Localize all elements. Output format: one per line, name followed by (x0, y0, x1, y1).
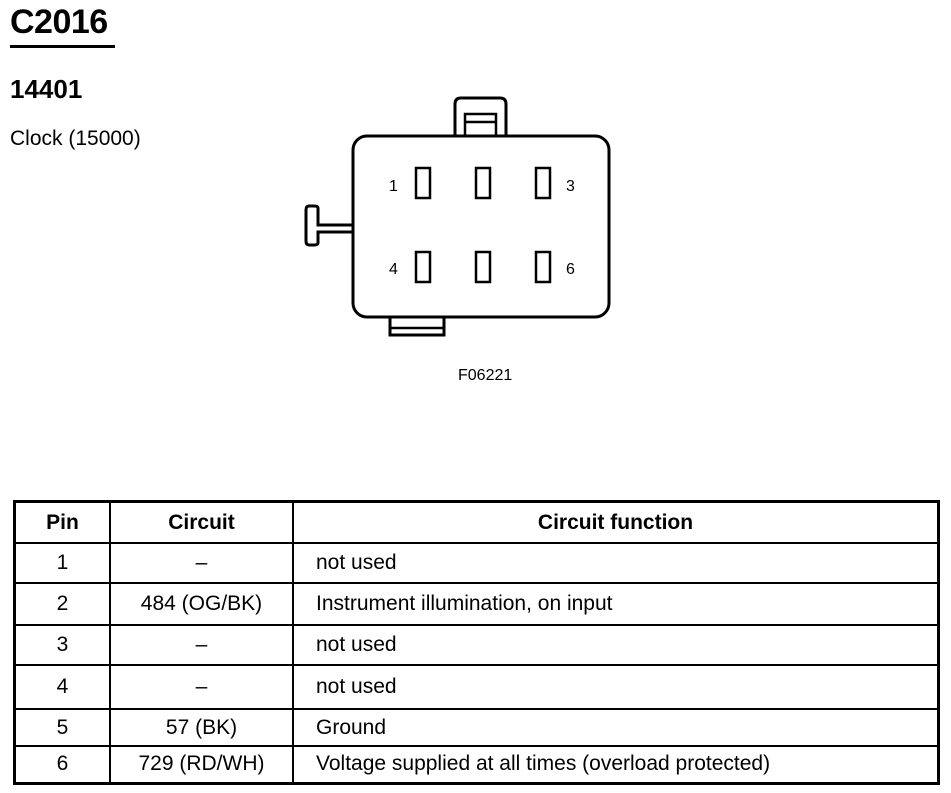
terminal-6 (536, 252, 550, 282)
cell-pin: 4 (15, 665, 111, 709)
cell-circuit: 57 (BK) (110, 709, 293, 746)
terminal-1 (416, 168, 430, 198)
cell-pin: 1 (15, 543, 111, 583)
terminal-2 (476, 168, 490, 198)
cell-circuit: – (110, 625, 293, 665)
connector-title: C2016 (10, 3, 108, 41)
bottom-key (390, 316, 444, 335)
top-latch-inner (465, 114, 496, 136)
cell-function: not used (293, 543, 939, 583)
table-row (15, 746, 939, 783)
cell-pin: 3 (15, 625, 111, 665)
terminal-4 (416, 252, 430, 282)
connector-body (353, 136, 609, 317)
terminal-3 (536, 168, 550, 198)
table-header-row (15, 502, 939, 544)
cell-circuit: 484 (OG/BK) (110, 583, 293, 625)
figure-code: F06221 (458, 367, 513, 384)
cell-function: Ground (293, 709, 939, 746)
table-row (15, 583, 939, 625)
terminal-5 (476, 252, 490, 282)
table-row (15, 625, 939, 665)
side-tab (306, 206, 353, 245)
cell-function: Instrument illumination, on input (293, 583, 939, 625)
pin-label-3: 3 (566, 178, 575, 195)
top-latch (455, 98, 506, 136)
header-circuit: Circuit (110, 502, 293, 544)
table-row (15, 709, 939, 746)
connector-description: Clock (15000) (10, 127, 141, 150)
cell-circuit: 729 (RD/WH) (110, 746, 293, 783)
cell-function: not used (293, 665, 939, 709)
cell-circuit: – (110, 543, 293, 583)
cell-pin: 6 (15, 746, 111, 783)
cell-function: not used (293, 625, 939, 665)
table-row (15, 665, 939, 709)
pin-table (13, 500, 940, 785)
part-number: 14401 (10, 74, 83, 104)
pin-label-4: 4 (389, 261, 398, 278)
cell-pin: 5 (15, 709, 111, 746)
cell-pin: 2 (15, 583, 111, 625)
cell-circuit: – (110, 665, 293, 709)
table-row (15, 543, 939, 583)
header-circuit-function: Circuit function (293, 502, 939, 544)
header-pin: Pin (15, 502, 111, 544)
cell-function: Voltage supplied at all times (overload protected) (293, 746, 939, 783)
pin-label-1: 1 (389, 178, 398, 195)
pin-label-6: 6 (566, 261, 575, 278)
